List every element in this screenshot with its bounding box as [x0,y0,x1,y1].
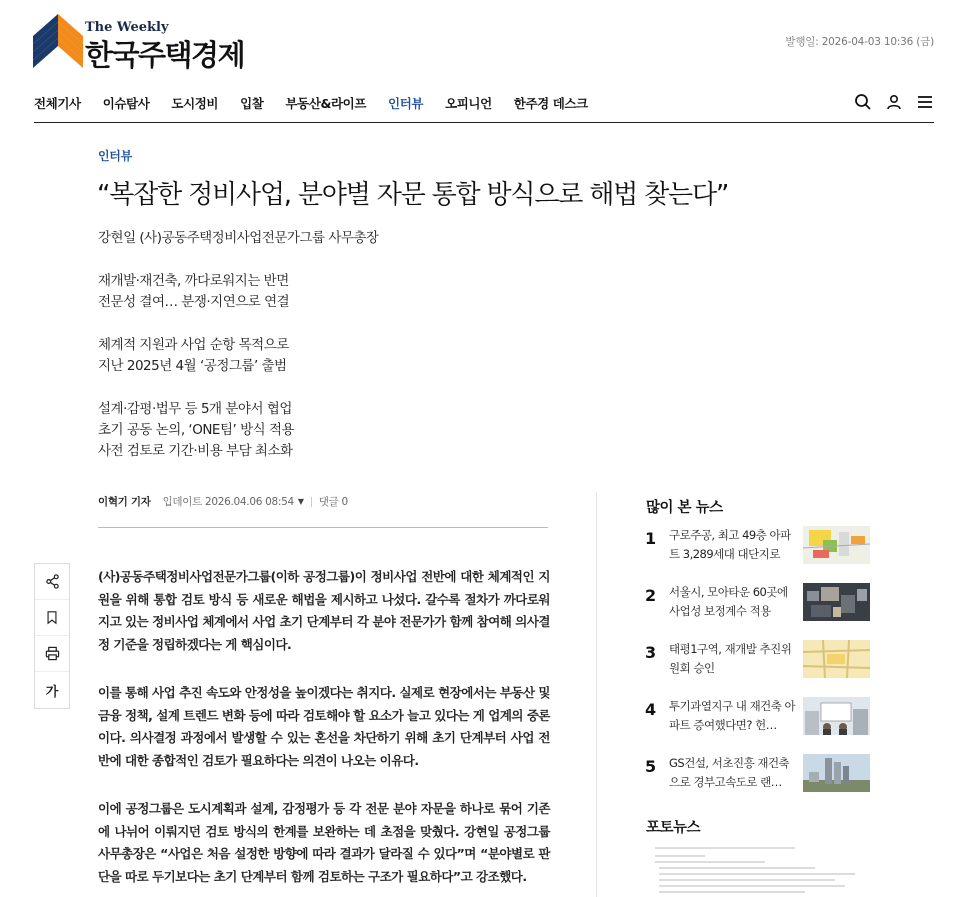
bookmark-icon [45,610,59,625]
subtitle-line: 초기 공동 논의, ‘ONE팀’ 방식 적용 [98,422,295,438]
byline-separator [311,497,312,507]
nav-item-bidding[interactable]: 입찰 [240,96,264,111]
news-thumbnail[interactable] [803,583,870,621]
print-button[interactable] [35,636,69,672]
article-byline [98,494,348,509]
popular-news-headline[interactable]: 태평1구역, 재개발 추진위원회 승인 [669,642,792,675]
print-icon [45,646,60,661]
comment-count[interactable]: 댓글 0 [318,496,348,508]
rank-number: 1 [645,529,657,548]
article-body [98,566,550,897]
nav-item-urban-renewal[interactable]: 도시정비 [171,96,219,111]
font-size-button[interactable]: 가 [45,684,59,700]
logo-mark-icon [33,14,83,70]
header-divider [34,122,934,123]
subtitle-line: 재개발·재건축, 까다로워지는 반면 [98,273,289,289]
byline-divider [98,527,548,528]
share-icon [45,574,60,589]
updated-date[interactable]: 입데이트 2026.04.06 08:54 [162,496,294,508]
popular-news-item[interactable] [645,526,875,564]
publish-date: 발행일: 2026-04-03 10:36 (금) [785,36,934,48]
popular-news-item[interactable] [645,640,875,678]
bookmark-button[interactable] [35,600,69,636]
rank-number: 5 [645,757,657,776]
popular-news-item[interactable] [645,697,875,735]
rank-number: 2 [645,586,657,605]
popular-news-headline[interactable]: 구로주공, 최고 49층 아파트 3,289세대 대단지로 [669,528,791,561]
subtitle-line: 지난 2025년 4월 ‘공정그룹’ 출범 [98,358,287,374]
article-paragraph: 이를 통해 사업 추진 속도와 안정성을 높이겠다는 취지다. 실제로 현장에서는 부동산 및 금융 정책, 설계 트렌드 변화 등에 따라 검토해야 할 요소가 늘고 있다는 게 업계의 중론이다. 의사결정 과정에서 발생할 수 있는 혼선을 차단하기 위해 초기 단계부터 사업 전반에 대한 종합적인 검토가 필요하다는 의견이 나오는 이유다. [98,685,550,768]
popular-news-headline[interactable]: 투기과열지구 내 재건축 아파트 증여했다면? 헌… [669,699,796,732]
nav-item-issue[interactable]: 이슈탐사 [102,96,150,111]
popular-news-headline[interactable]: GS건설, 서초진흥 재건축으로 경부고속도로 랜… [669,756,790,789]
author-name[interactable]: 이혁기 기자 [98,496,151,508]
subtitle-line: 강현일 (사)공동주택정비사업전문가그룹 사무총장 [98,230,379,246]
header-tools [854,92,934,112]
article-headline: “복잡한 정비사업, 분야별 자문 통합 방식으로 해법 찾는다” [97,180,729,210]
nav-item-realestate-life[interactable]: 부동산&라이프 [285,96,367,111]
subtitle-line: 체계적 지원과 사업 순항 목적으로 [98,337,289,353]
nav-item-desk[interactable]: 한주경 데스크 [513,96,588,111]
news-thumbnail[interactable] [803,754,870,792]
popular-news-item[interactable] [645,754,875,792]
news-thumbnail[interactable] [803,526,870,564]
subtitle-line: 전문성 결여… 분쟁·지연으로 연결 [98,294,290,310]
nav-item-all-articles[interactable]: 전체기사 [34,96,81,111]
chevron-down-icon[interactable]: ▼ [297,497,304,506]
search-icon[interactable] [854,93,872,111]
share-toolbar [34,563,70,709]
news-thumbnail[interactable] [803,697,870,735]
popular-news-list [645,526,875,811]
menu-icon[interactable] [916,93,934,111]
subtitle-line: 사전 검토로 기간·비용 부담 최소화 [98,443,293,459]
article-subtitles [98,228,518,462]
news-thumbnail[interactable] [803,640,870,678]
photo-news-thumbnail[interactable] [645,842,875,897]
article-paragraph: (사)공동주택정비사업전문가그룹(이하 공정그룹)이 정비사업 전반에 대한 체계적인 지원을 위해 통합 검토 방식 등 새로운 해법을 제시하고 나섰다. 갈수록 절차가 까다로워지고 있는 정비사업 체계에서 사업 초기 단계부터 각 분야 전문가가 함께 참여해 의사결정 기준을 정립하겠다는 게 핵심이다. [98,569,550,652]
column-divider [596,492,597,897]
nav-item-interview[interactable]: 인터뷰 [388,96,424,111]
nav-item-opinion[interactable]: 오피니언 [445,96,492,111]
share-button[interactable] [35,564,69,600]
user-icon[interactable] [885,93,903,111]
logo-title: 한국주택경제 [85,38,245,72]
site-logo[interactable] [33,14,273,72]
popular-news-headline[interactable]: 서울시, 모아타운 60곳에 사업성 보정계수 적용 [669,585,788,618]
popular-news-title: 많이 본 뉴스 [646,500,723,516]
rank-number: 4 [645,700,657,719]
article-paragraph: 이에 공정그룹은 도시계획과 설계, 감정평가 등 각 전문 분야 자문을 하나로 묶어 기존에 나뉘어 이뤄지던 검토 방식의 한계를 보완하는 데 초점을 맞췄다. 강현일 공정그룹 사무총장은 “사업은 처음 설정한 방향에 따라 결과가 달라질 수 있다”며 “분야별로 판단을 따로 두기보다는 초기 단계부터 함께 검토하는 구조가 필요하다”고 강조했다. [98,801,550,884]
rank-number: 3 [645,643,657,662]
article-section-label[interactable]: 인터뷰 [98,149,132,163]
photo-news-title: 포토뉴스 [646,820,701,836]
logo-weekly-text: The Weekly [85,20,169,35]
popular-news-item[interactable] [645,583,875,621]
subtitle-line: 설계·감평·법무 등 5개 분야서 협업 [98,401,292,417]
main-nav [34,92,610,114]
